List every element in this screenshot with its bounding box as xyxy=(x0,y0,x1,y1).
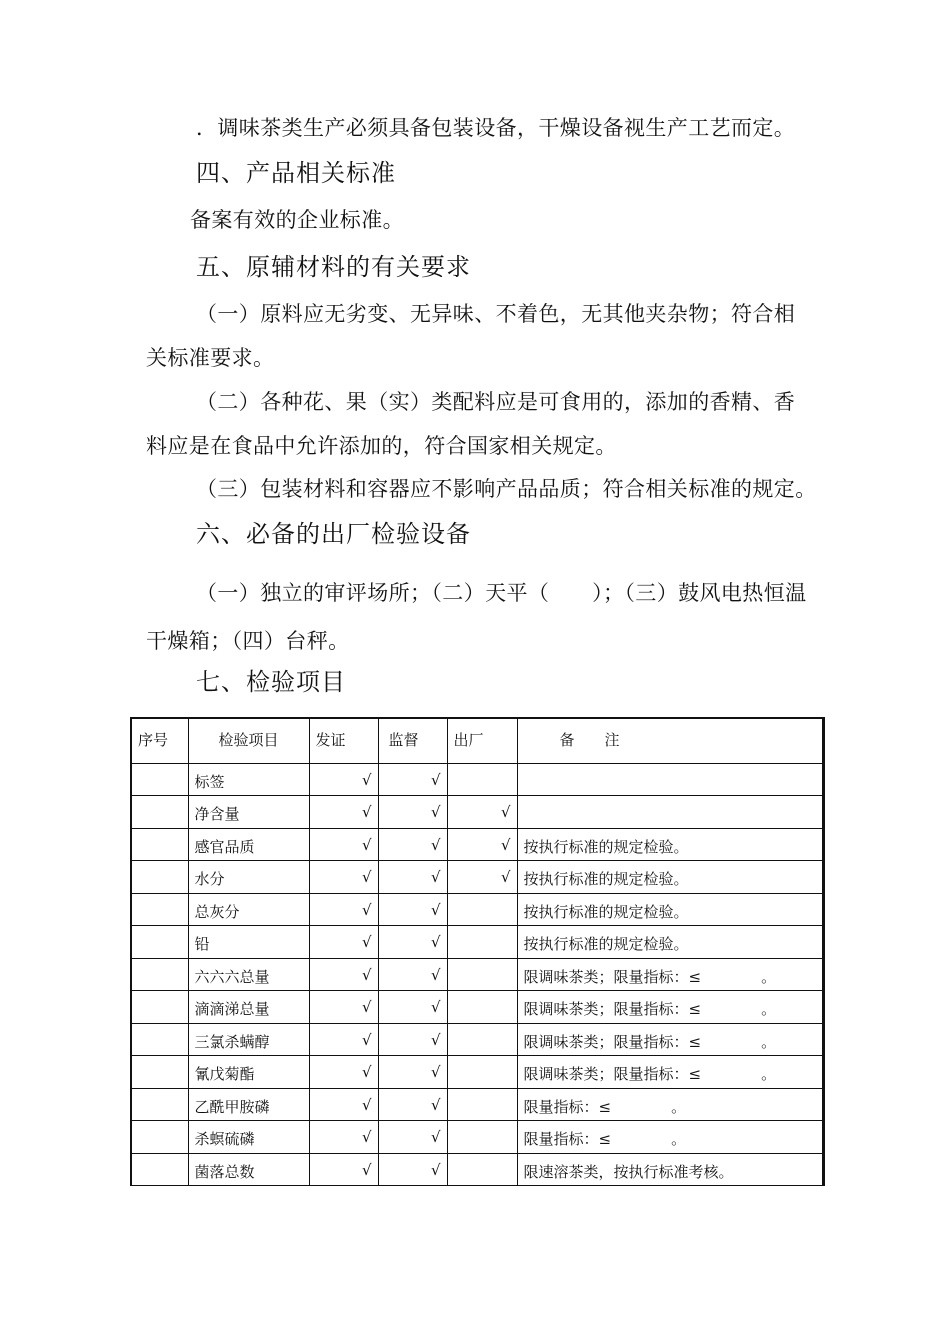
cell-factory xyxy=(447,1088,517,1121)
header-supervise: 监督 xyxy=(378,718,447,763)
table-row xyxy=(131,893,823,926)
paragraph-packaging-equipment: ．调味茶类生产必须具备包装设备，干燥设备视生产工艺而定。 xyxy=(196,116,796,140)
cell-factory xyxy=(447,1153,517,1186)
cell-seq xyxy=(131,1121,188,1154)
inspection-items-table xyxy=(130,717,825,1186)
cell-item: 杀螟硫磷 xyxy=(188,1121,309,1154)
cell-item: 乙酰甲胺磷 xyxy=(188,1088,309,1121)
cell-seq xyxy=(131,1153,188,1186)
cell-remark: 限速溶茶类，按执行标准考核。 xyxy=(517,1153,823,1186)
table-row xyxy=(131,991,823,1024)
cell-supervise: √ xyxy=(378,926,447,959)
paragraph-equipment-list-a: （一）独立的审评场所；（二）天平（ ）；（三）鼓风电热恒温 xyxy=(196,581,807,605)
header-remark: 备 注 xyxy=(517,718,823,763)
cell-supervise: √ xyxy=(378,991,447,1024)
cell-item: 菌落总数 xyxy=(188,1153,309,1186)
cell-remark xyxy=(517,763,823,796)
header-cert: 发证 xyxy=(309,718,378,763)
cell-cert: √ xyxy=(309,1023,378,1056)
header-seq: 序号 xyxy=(131,718,188,763)
cell-supervise: √ xyxy=(378,1121,447,1154)
table-header-row xyxy=(131,718,823,763)
cell-supervise: √ xyxy=(378,1056,447,1089)
table-row xyxy=(131,1056,823,1089)
cell-seq xyxy=(131,1023,188,1056)
cell-remark: 限量指标：≤ 。 xyxy=(517,1088,823,1121)
cell-cert: √ xyxy=(309,861,378,894)
cell-cert: √ xyxy=(309,828,378,861)
table-row xyxy=(131,796,823,829)
cell-supervise: √ xyxy=(378,828,447,861)
heading-inspection-items: 七、检验项目 xyxy=(196,668,346,696)
cell-seq xyxy=(131,1088,188,1121)
cell-remark: 限调味茶类；限量指标：≤ 。 xyxy=(517,1056,823,1089)
header-item: 检验项目 xyxy=(188,718,309,763)
cell-item: 六六六总量 xyxy=(188,958,309,991)
table-row xyxy=(131,1153,823,1186)
cell-item: 氰戊菊酯 xyxy=(188,1056,309,1089)
cell-seq xyxy=(131,861,188,894)
cell-item: 铅 xyxy=(188,926,309,959)
paragraph-raw-material-1b: 关标准要求。 xyxy=(146,346,275,370)
cell-seq xyxy=(131,958,188,991)
cell-supervise: √ xyxy=(378,1023,447,1056)
cell-supervise: √ xyxy=(378,796,447,829)
cell-factory xyxy=(447,1121,517,1154)
cell-factory xyxy=(447,1023,517,1056)
paragraph-raw-material-1a: （一）原料应无劣变、无异味、不着色，无其他夹杂物；符合相 xyxy=(196,302,796,326)
cell-remark: 按执行标准的规定检验。 xyxy=(517,861,823,894)
paragraph-raw-material-3: （三）包装材料和容器应不影响产品品质；符合相关标准的规定。 xyxy=(196,477,817,501)
cell-item: 三氯杀螨醇 xyxy=(188,1023,309,1056)
cell-item: 净含量 xyxy=(188,796,309,829)
cell-factory xyxy=(447,893,517,926)
cell-cert: √ xyxy=(309,763,378,796)
cell-supervise: √ xyxy=(378,763,447,796)
cell-item: 标签 xyxy=(188,763,309,796)
cell-cert: √ xyxy=(309,958,378,991)
cell-supervise: √ xyxy=(378,958,447,991)
cell-cert: √ xyxy=(309,1056,378,1089)
cell-supervise: √ xyxy=(378,861,447,894)
cell-seq xyxy=(131,796,188,829)
cell-cert: √ xyxy=(309,926,378,959)
cell-factory xyxy=(447,958,517,991)
heading-raw-materials: 五、原辅材料的有关要求 xyxy=(196,253,471,281)
cell-supervise: √ xyxy=(378,893,447,926)
table-row xyxy=(131,763,823,796)
cell-cert: √ xyxy=(309,991,378,1024)
cell-seq xyxy=(131,1056,188,1089)
paragraph-enterprise-standard: 备案有效的企业标准。 xyxy=(190,208,404,232)
paragraph-raw-material-2b: 料应是在食品中允许添加的，符合国家相关规定。 xyxy=(146,434,617,458)
cell-seq xyxy=(131,893,188,926)
cell-remark xyxy=(517,796,823,829)
header-factory: 出厂 xyxy=(447,718,517,763)
cell-factory xyxy=(447,763,517,796)
cell-remark: 按执行标准的规定检验。 xyxy=(517,893,823,926)
cell-factory xyxy=(447,991,517,1024)
cell-supervise: √ xyxy=(378,1088,447,1121)
cell-seq xyxy=(131,991,188,1024)
cell-seq xyxy=(131,763,188,796)
cell-remark: 限量指标：≤ 。 xyxy=(517,1121,823,1154)
cell-cert: √ xyxy=(309,1088,378,1121)
paragraph-raw-material-2a: （二）各种花、果（实）类配料应是可食用的，添加的香精、香 xyxy=(196,390,796,414)
heading-product-standards: 四、产品相关标准 xyxy=(196,159,396,187)
cell-remark: 按执行标准的规定检验。 xyxy=(517,828,823,861)
table-row xyxy=(131,1121,823,1154)
cell-factory xyxy=(447,1056,517,1089)
cell-remark: 限调味茶类；限量指标：≤ 。 xyxy=(517,991,823,1024)
table-row xyxy=(131,958,823,991)
cell-factory xyxy=(447,926,517,959)
cell-factory: √ xyxy=(447,828,517,861)
cell-remark: 限调味茶类；限量指标：≤ 。 xyxy=(517,1023,823,1056)
cell-item: 水分 xyxy=(188,861,309,894)
table-row xyxy=(131,1088,823,1121)
cell-remark: 按执行标准的规定检验。 xyxy=(517,926,823,959)
cell-supervise: √ xyxy=(378,1153,447,1186)
table-row xyxy=(131,1023,823,1056)
table-row xyxy=(131,828,823,861)
cell-item: 感官品质 xyxy=(188,828,309,861)
cell-seq xyxy=(131,828,188,861)
cell-seq xyxy=(131,926,188,959)
cell-cert: √ xyxy=(309,1121,378,1154)
cell-item: 滴滴涕总量 xyxy=(188,991,309,1024)
heading-inspection-equipment: 六、必备的出厂检验设备 xyxy=(196,520,471,548)
cell-cert: √ xyxy=(309,893,378,926)
cell-cert: √ xyxy=(309,796,378,829)
cell-factory: √ xyxy=(447,796,517,829)
cell-remark: 限调味茶类；限量指标：≤ 。 xyxy=(517,958,823,991)
paragraph-equipment-list-b: 干燥箱；（四）台秤。 xyxy=(146,629,350,653)
table-row xyxy=(131,926,823,959)
table-row xyxy=(131,861,823,894)
cell-factory: √ xyxy=(447,861,517,894)
cell-item: 总灰分 xyxy=(188,893,309,926)
cell-cert: √ xyxy=(309,1153,378,1186)
